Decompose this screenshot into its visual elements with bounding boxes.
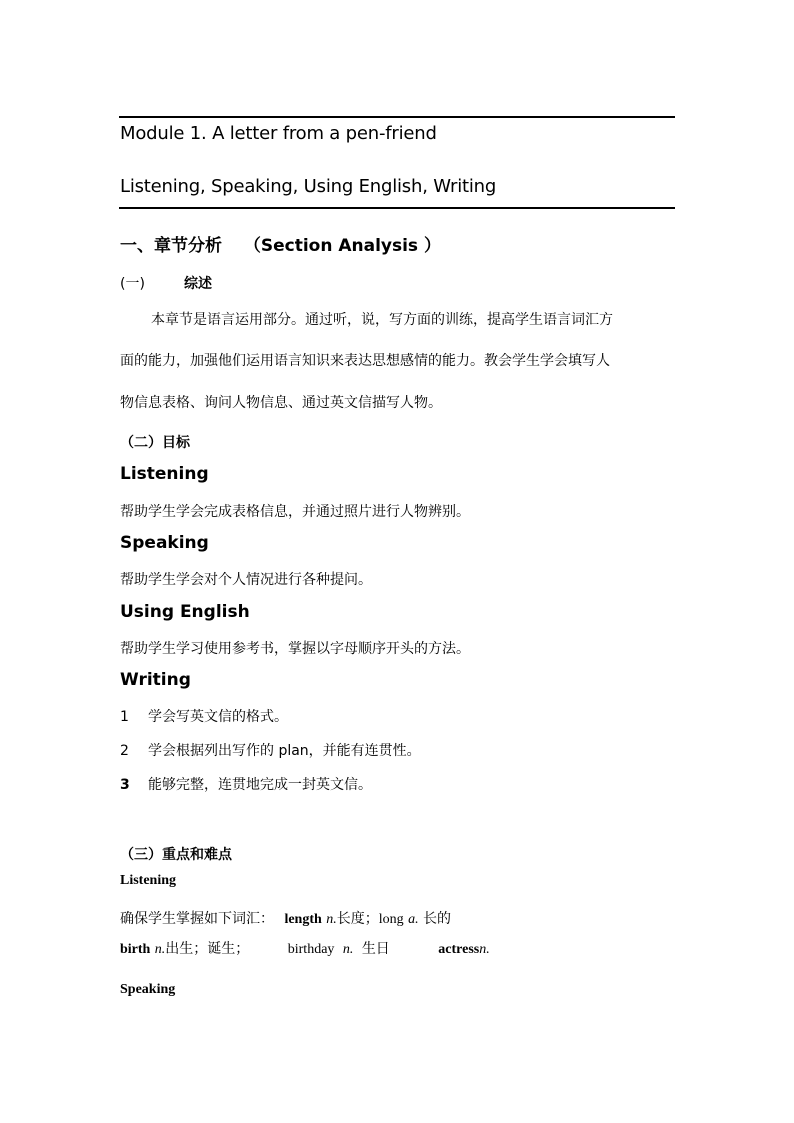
goal-speaking-text: 帮助学生学会对个人情况进行各种提问。 (120, 572, 372, 588)
goal-listening-label: Listening (120, 464, 209, 484)
vocab-word-birthday: birthday (287, 942, 335, 957)
writing-item (120, 740, 421, 760)
vocab-line2 (120, 938, 490, 958)
vocab-pos: n. (342, 942, 354, 957)
goals-heading: （二）目标 (120, 435, 190, 451)
goal-listening-text: 帮助学生学会完成表格信息，并通过照片进行人物辨别。 (120, 504, 470, 520)
module-subtitle: Listening, Speaking, Using English, Writing (120, 176, 497, 197)
writing-item-number: 1 (120, 709, 129, 725)
vocab-def: 出生；诞生； (165, 941, 250, 957)
vocab-def: 长度； (336, 911, 379, 927)
vocab-word-actress: actress (438, 942, 480, 957)
goal-using-english-text: 帮助学生学习使用参考书，掌握以字母顺序开头的方法。 (120, 641, 470, 657)
key-points-heading: （三）重点和难点 (120, 847, 232, 863)
overview-para-line1: 本章节是语言运用部分。通过听，说，写方面的训练，提高学生语言词汇方 (151, 312, 613, 328)
overview-para-line2: 面的能力，加强他们运用语言知识来表达思想感情的能力。教会学生学会填写人 (120, 353, 610, 369)
overview-title: 综述 (184, 276, 212, 292)
header-bottom-rule (119, 207, 675, 209)
vocab-pos: n. (326, 912, 337, 927)
goal-using-english-label (120, 602, 250, 622)
vocab-def: 长的 (423, 911, 452, 927)
writing-item (120, 706, 288, 726)
section-analysis-heading-en: （Section Analysis ） (243, 236, 441, 256)
goal-writing-label: Writing (120, 670, 191, 690)
vocab-pos: n. (154, 942, 166, 957)
writing-item-number: 2 (120, 743, 129, 759)
vocab-intro: 确保学生掌握如下词汇： (120, 911, 274, 927)
section-analysis-heading-cn: 一、章节分析 (120, 236, 222, 256)
vocab-pos: a. (408, 912, 419, 927)
writing-item-text: 能够完整，连贯地完成一封英文信。 (148, 777, 372, 793)
key-listening-label: Listening (120, 873, 177, 888)
vocab-def: 生日 (361, 941, 390, 957)
goal-using-english-label-text: Using English (120, 602, 250, 622)
key-speaking-label: Speaking (120, 982, 176, 997)
vocab-word-length: length (284, 912, 322, 927)
writing-item-text: 学会根据列出写作的 plan，并能有连贯性。 (148, 743, 421, 759)
module-title: Module 1. A letter from a pen-friend (120, 123, 437, 144)
writing-item-number: 3 (120, 777, 130, 793)
section-analysis-heading (120, 231, 441, 256)
goal-speaking-label: Speaking (120, 533, 209, 553)
overview-para-line3: 物信息表格、询问人物信息、通过英文信描写人物。 (120, 395, 442, 411)
top-rule (119, 116, 675, 118)
overview-label: (一) (120, 276, 145, 292)
vocab-line1 (120, 908, 451, 928)
writing-item-text: 学会写英文信的格式。 (148, 709, 288, 725)
vocab-pos: n. (479, 942, 490, 957)
vocab-word-long: long (378, 912, 404, 927)
vocab-word-birth: birth (120, 942, 151, 957)
writing-item (120, 774, 372, 794)
